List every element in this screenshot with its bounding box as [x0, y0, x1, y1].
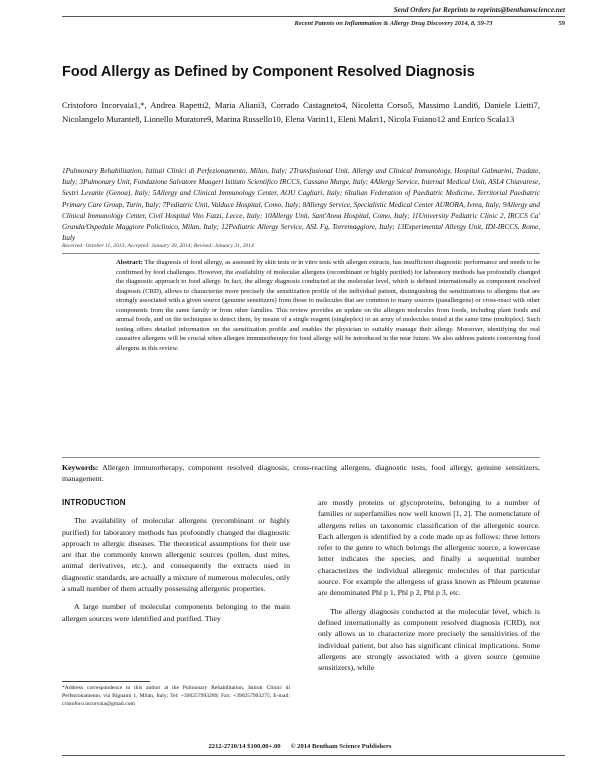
abstract-text: The diagnosis of food allergy, as assessed by skin tests or in vitro tests with allergen extracts, has insufficient diagnostic performance and needs to be confirmed by food challenges. However, the availability of molecular allergens (recombinant or highly purified) for laboratory methods has profoundly changed the diagnostic approach to food allergy. In fact, the allergy diagnosis conducted at the molecular level, which is defined internationally as component resolved diagnosis (CRD), allows to characterize more precisely the sensitization profile of the individual patient, distinguishing the sensitizations to allergens that are strongly associated with a given source (genuine sensitizers) from those to molecules that are common to many sources (panallergens) or cross-react with other components from the same family or from other families. This review provides an update on the allergen molecules from foods, including plant foods and animal foods, and on the techniques to detect them, by means of a single reagent (singleplex) or an array of molecules tested at the same time (multiplex). Such testing offers detailed information on the sensitization profile and enables the physician to suitably manage their allergy. Moreover, identifying the real causative allergens will be crucial when allergen immunotherapy for food allergy will be introduced in the near future. We also address patents concerning food allergens in this review. [116, 259, 541, 352]
right-column [318, 497, 540, 680]
intro-paragraph-1: The availability of molecular allergens (recombinant or highly purified) for laboratory methods has profoundly changed the diagnostic approach to allergic diseases. The theoretical assumptions for their use are that the commonly known allergenic sources (pollen, dust mites, animal derivatives, etc.), and consequently the extracts used in diagnostic standards, are actually a mixture of numerous molecules, only a small number of them actually possessing allergenic properties. [62, 516, 290, 594]
intro-paragraph-4: The allergy diagnosis conducted at the molecular level, which is defined internationally as component resolved diagnosis (CRD), not only allows us to characterize more precisely the sensitivities of the individual patient, but also has significant clinical implications. Some allergens are strongly associated with a given source (genuine sensitizers), while [318, 606, 540, 673]
issn-price: 2212-2710/14 $100.00+.00 [208, 743, 281, 750]
introduction-heading: INTRODUCTION [62, 498, 126, 507]
journal-header [294, 20, 565, 27]
abstract-top-rule [62, 253, 540, 254]
page-number: 59 [558, 20, 565, 27]
abstract [116, 258, 540, 353]
footer-rule [62, 755, 565, 756]
author-list [62, 98, 540, 126]
reprints-notice: Send Orders for Reprints to reprints@benthamscience.net [393, 6, 565, 14]
footnote-rule [62, 681, 150, 682]
abstract-bottom-rule [62, 457, 540, 458]
journal-citation: Recent Patents on Inflammation & Allergy Drug Discovery 2014, 8, 59-73 [294, 20, 493, 27]
affiliations [62, 166, 540, 244]
intro-paragraph-3: are mostly proteins or glycoproteins, belonging to a number of families or superfamilies now well known [1, 2]. The nomenclature of allergens relies on taxonomic classification of the allergenic source. Each allergen is identified by a code made up as follows: three letters refer to the genre to which belongs the allergenic source, a lowercase letter indicates the species, and finally a sequential number characterizes the individual allergenic molecules of that particular source. For example the allergens of grass known as Phleum pratense are denominated Phl p 1, Phl p 2, Phl p 3, etc. [318, 498, 540, 598]
header-rule [62, 16, 565, 17]
abstract-label: Abstract: [116, 259, 143, 266]
copyright: © 2014 Bentham Science Publishers [290, 743, 392, 750]
intro-paragraph-2: A large number of molecular components belonging to the main allergen sources were identified and purified. They [62, 602, 290, 623]
authors-text: Cristoforo Incorvaia1,*, Andrea Rapetti2, Maria Aliani3, Corrado Castagneto4, Nicoletta Corso5, Massimo Landi6, Daniele Lietti7, Nicolangelo Murante8, Lionello Muratore9, Marina Russello10, Elena Varin11, Eleni Makri1, Nicola Fuiano12 and Enrico Scala13 [62, 100, 540, 124]
affiliations-text: 1Pulmonary Rehabilitation, Istituti Clinici di Perfezionamento, Milan, Italy; 2Transfusional Unit, Allergy and Clinical Immunology, Hospital Galmarini, Tradate, Italy; 3Pulmonary Unit, Fondazione Salvatore Maugeri Istituto Scientifico IRCCS, Cassano Murge, Italy; 4Allergy Service, Internal Medical Unit, ASL4 Chiavarese, Sestri Levante (Genoa), Italy; 5Allergy and Clinical Immunology Center, AOU Cagliari, Italy; 6Italian Federation of Paediatric Medicine, Territorial Paediatric Primary Care Group, Turin, Italy; 7Pediatric Unit, Valduce Hospital, Como, Italy; 8Allergy Service, Specialistic Medical Center AURORA, Ivrea, Italy; 9Allergy and Clinical Immunology Center, Civil Hospital Vito Fazzi, Lecce, Italy; 10Allergy Unit, Sant'Anna Hospital, Como, Italy; 11University Pediatric Clinic 2, IRCCS Ca' Granda/Ospedale Maggiore Policlinico, Milan, Italy; 12Pediatric Allergy Service, ASL Fg, Torremaggiore, Italy; 13Experimental Allergy Unit, IDI-IRCCS, Rome, Italy [62, 167, 540, 243]
page-footer [0, 743, 600, 750]
submission-dates: Received: October 11, 2013; Accepted: January 30, 2014; Revised: January 31, 2014 [62, 243, 254, 249]
paper-title: Food Allergy as Defined by Component Resolved Diagnosis [62, 64, 475, 80]
left-column [62, 497, 290, 631]
keywords [62, 463, 540, 484]
keywords-label: Keywords: [62, 463, 99, 472]
correspondence-footnote: *Address correspondence to this author at the Pulmonary Rehabilitation, Istituti Clinici di Perfezionamento, via Bignami 1, Milan, Italy; Tel: +390257993289; Fax: +390257993275; E-mail: cristoforo.incorvaia@gmail.com [62, 685, 290, 707]
keywords-text: Allergen immunotherapy, component resolved diagnosis, cross-reacting allergens, diagnostic tests, food allergy, genuine sensitizers, management. [62, 463, 540, 483]
